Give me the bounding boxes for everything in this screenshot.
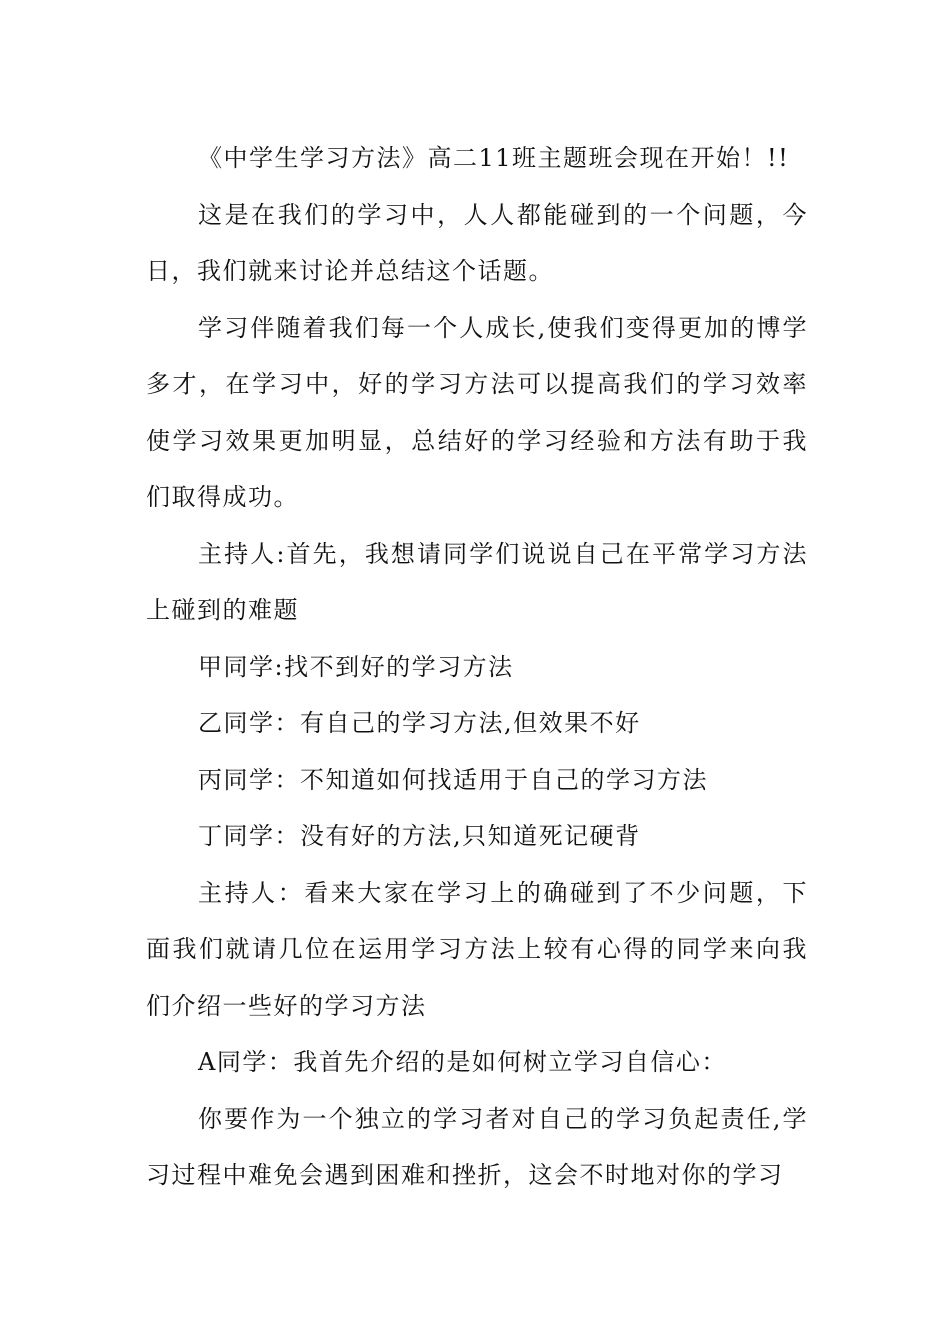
paragraph-student-yi: 乙同学：有自己的学习方法,但效果不好 [198, 709, 641, 737]
paragraph-student-jia: 甲同学:找不到好的学习方法 [198, 652, 514, 681]
paragraph-student-ding: 丁同学：没有好的方法,只知道死记硬背 [198, 822, 641, 850]
paragraph-host-question: 主持人:首先，我想请同学们说说自己在平常学习方法上碰到的难题 [146, 539, 808, 624]
paragraph-host-transition: 主持人：看来大家在学习上的确碰到了不少问题，下面我们就请几位在运用学习方法上较有心得的同学来向我们介绍一些好的学习方法 [146, 878, 808, 1020]
paragraph-self-confidence: 你要作为一个独立的学习者对自己的学习负起责任,学习过程中难免会遇到困难和挫折，这会不时地对你的学习 [146, 1104, 808, 1189]
paragraph-student-a: A同学：我首先介绍的是如何树立学习自信心： [198, 1048, 727, 1076]
paragraph-title: 《中学生学习方法》高二11班主题班会现在开始！!! [198, 144, 790, 172]
paragraph-learning-growth: 学习伴随着我们每一个人成长,使我们变得更加的博学多才，在学习中，好的学习方法可以提高我们的学习效率使学习效果更加明显，总结好的学习经验和方法有助于我们取得成功。 [146, 313, 808, 511]
paragraph-student-bing: 丙同学：不知道如何找适用于自己的学习方法 [198, 765, 708, 794]
document-body [146, 130, 808, 1204]
paragraph-intro: 这是在我们的学习中，人人都能碰到的一个问题，今日，我们就来讨论并总结这个话题。 [146, 200, 808, 285]
